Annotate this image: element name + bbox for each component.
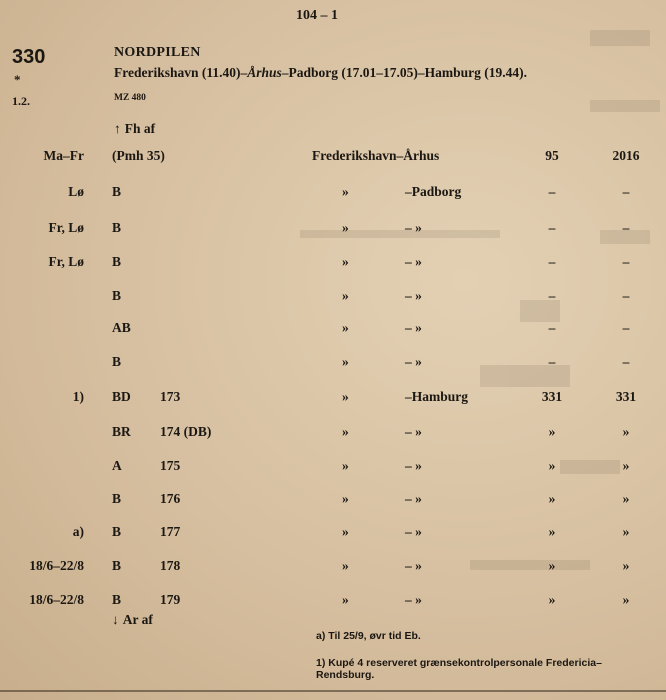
row-route-to: – » [405,524,422,539]
row-route-to: – » [405,220,422,235]
row-col-95: – [548,184,556,199]
row-col-95: » [548,592,556,607]
departure-label: ↑ Fh af [114,121,156,136]
row-days: Fr, Lø [48,254,84,269]
row-route-from: » [342,389,349,404]
row-route-to: –Padborg [405,184,462,199]
row-route-from: Frederikshavn–Århus [312,148,440,163]
row-days: 18/6–22/8 [29,592,84,607]
row-car-type: B [112,220,122,235]
row-col-2016: – [622,254,630,269]
row-route-from: » [342,491,349,506]
row-col-2016: » [622,424,630,439]
row-route-to: – » [405,592,422,607]
up-arrow-icon: ↑ [114,121,121,136]
row-car-type: (Pmh 35) [112,148,165,163]
bottom-rule [0,690,666,692]
train-number: 330 [12,46,46,68]
row-car-type: B [112,558,122,573]
row-col-95: » [548,524,556,539]
row-col-2016: – [622,220,630,235]
train-route: Frederikshavn (11.40)–Århus–Padborg (17.01–17.05)–Hamburg (19.44). [114,65,528,80]
row-car-number: 177 [160,524,181,539]
row-route-from: » [342,354,349,369]
row-col-95: – [548,320,556,335]
row-car-type: B [112,288,122,303]
row-car-number: 175 [160,458,181,473]
row-car-number: 178 [160,558,181,573]
row-route-to: –Hamburg [405,389,469,404]
row-col-2016: » [622,491,630,506]
row-col-2016: 331 [615,389,637,404]
row-car-type: B [112,184,122,199]
train-marker: * [14,72,21,87]
row-col-95: » [548,424,556,439]
row-route-from: » [342,592,349,607]
row-route-from: » [342,288,349,303]
row-col-95: » [548,458,556,473]
row-car-number: 176 [160,491,181,506]
footnote-1: 1) Kupé 4 reserveret grænsekontrolpersonale Fredericia–Rendsburg. [316,657,602,681]
row-car-type: B [112,354,122,369]
row-col-2016: » [622,558,630,573]
row-car-type: BD [112,389,131,404]
row-car-type: B [112,592,122,607]
row-col-2016: – [622,354,630,369]
row-route-from: » [342,524,349,539]
row-days: 1) [72,389,84,404]
row-col-2016: » [622,458,630,473]
row-col-95: » [548,558,556,573]
row-car-number: 179 [160,592,181,607]
row-col-2016: 2016 [612,148,640,163]
row-col-2016: – [622,184,630,199]
class-code: 1.2. [12,94,30,108]
row-days: a) [72,524,84,539]
row-days: 18/6–22/8 [29,558,84,573]
row-route-from: » [342,254,349,269]
row-col-95: – [548,254,556,269]
row-route-from: » [342,184,349,199]
row-col-2016: – [622,320,630,335]
row-col-95: » [548,491,556,506]
rolling-stock-code: MZ 480 [114,93,146,103]
page-number: 104 – 1 [296,8,338,23]
row-car-number: 174 (DB) [160,424,212,439]
row-route-from: » [342,320,349,335]
row-route-to: – » [405,288,422,303]
row-route-from: » [342,558,349,573]
row-car-type: B [112,524,122,539]
arrival-label: ↓ Ar af [112,612,153,627]
row-col-95: – [548,288,556,303]
row-route-from: » [342,424,349,439]
row-route-to: – » [405,354,422,369]
row-route-to: – » [405,320,422,335]
row-route-to: – » [405,458,422,473]
row-car-type: A [112,458,122,473]
row-days: Lø [68,184,84,199]
row-route-to: – » [405,424,422,439]
row-col-95: – [548,354,556,369]
train-name: NORDPILEN [114,45,201,60]
row-car-type: B [112,491,122,506]
row-route-from: » [342,220,349,235]
down-arrow-icon: ↓ [112,612,119,627]
row-days: Fr, Lø [48,220,84,235]
row-route-from: » [342,458,349,473]
row-col-2016: » [622,524,630,539]
footnote-a: a) Til 25/9, øvr tid Eb. [316,630,421,642]
row-car-type: AB [112,320,131,335]
row-route-to: – » [405,558,422,573]
row-days: Ma–Fr [43,148,84,163]
row-route-to: – » [405,254,422,269]
row-col-95: 95 [545,148,559,163]
row-col-95: – [548,220,556,235]
row-route-to: – » [405,491,422,506]
row-car-number: 173 [160,389,181,404]
row-col-95: 331 [541,389,563,404]
row-car-type: BR [112,424,131,439]
row-col-2016: » [622,592,630,607]
row-car-type: B [112,254,122,269]
row-col-2016: – [622,288,630,303]
